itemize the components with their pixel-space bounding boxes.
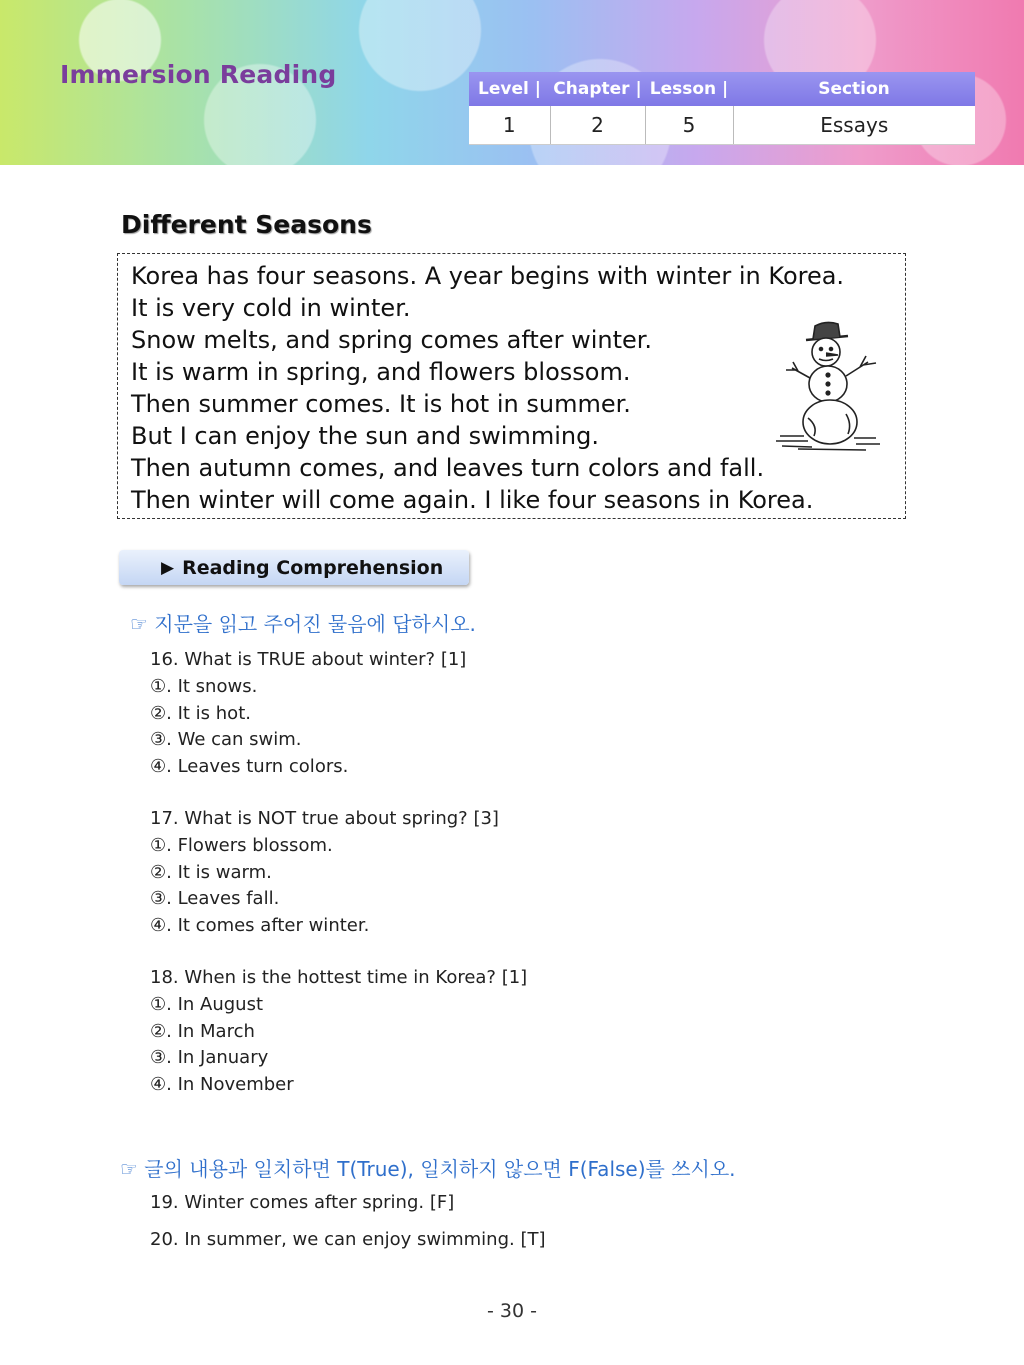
lesson-info-value-row — [469, 106, 975, 145]
story-passage-box — [117, 253, 906, 519]
question-17-option-3: ③. Leaves fall. — [150, 888, 280, 909]
book-title: Immersion Reading — [60, 60, 337, 89]
question-16-option-4: ④. Leaves turn colors. — [150, 756, 349, 777]
passage-line: But I can enjoy the sun and swimming. — [131, 422, 599, 450]
passage-line: Then autumn comes, and leaves turn colors and fall. — [131, 454, 765, 482]
level-value: 1 — [469, 106, 550, 145]
lesson-value: 5 — [645, 106, 733, 145]
question-17: 17. What is NOT true about spring? [3] — [150, 808, 499, 829]
question-18: 18. When is the hottest time in Korea? [1] — [150, 967, 528, 988]
column-level: Level | — [469, 72, 550, 106]
passage-line: It is very cold in winter. — [131, 294, 411, 322]
question-17-option-4: ④. It comes after winter. — [150, 915, 370, 936]
chapter-value: 2 — [550, 106, 645, 145]
passage-line: It is warm in spring, and flowers blossom. — [131, 358, 631, 386]
question-18-option-4: ④. In November — [150, 1074, 294, 1095]
page-number: - 30 - — [487, 1300, 537, 1322]
question-18-option-1: ①. In August — [150, 994, 264, 1015]
lesson-info-table — [469, 72, 975, 145]
question-17-option-1: ①. Flowers blossom. — [150, 835, 333, 856]
mc-instruction: ☞ 지문을 읽고 주어진 물음에 답하시오. — [130, 612, 476, 636]
question-18-option-2: ②. In March — [150, 1021, 255, 1042]
column-lesson: Lesson | — [645, 72, 733, 106]
column-chapter: Chapter | — [550, 72, 645, 106]
question-18-option-3: ③. In January — [150, 1047, 269, 1068]
question-16-option-3: ③. We can swim. — [150, 729, 302, 750]
story-passage — [131, 260, 844, 516]
reading-comprehension-label: Reading Comprehension — [182, 556, 444, 579]
question-16-option-2: ②. It is hot. — [150, 703, 251, 724]
passage-line: Korea has four seasons. A year begins with winter in Korea. — [131, 262, 845, 290]
question-16-option-1: ①. It snows. — [150, 676, 258, 697]
passage-line: Then summer comes. It is hot in summer. — [131, 390, 631, 418]
section-value: Essays — [733, 106, 975, 145]
question-17-option-2: ②. It is warm. — [150, 862, 272, 883]
play-triangle-icon: ▶ — [161, 557, 175, 578]
snowman-icon — [768, 318, 883, 453]
true-false-19: 19. Winter comes after spring. [F] — [150, 1192, 455, 1213]
passage-line: Then winter will come again. I like four seasons in Korea. — [131, 486, 814, 514]
story-title: Different Seasons — [121, 210, 372, 239]
lesson-info-header-row — [469, 72, 975, 106]
tf-instruction: ☞ 글의 내용과 일치하면 T(True), 일치하지 않으면 F(False)를 쓰시오. — [120, 1157, 736, 1181]
column-section: Section — [733, 72, 975, 106]
question-16: 16. What is TRUE about winter? [1] — [150, 649, 467, 670]
reading-comprehension-button[interactable] — [119, 550, 469, 585]
true-false-20: 20. In summer, we can enjoy swimming. [T] — [150, 1229, 546, 1250]
header-banner — [0, 0, 1024, 165]
passage-line: Snow melts, and spring comes after winter. — [131, 326, 653, 354]
